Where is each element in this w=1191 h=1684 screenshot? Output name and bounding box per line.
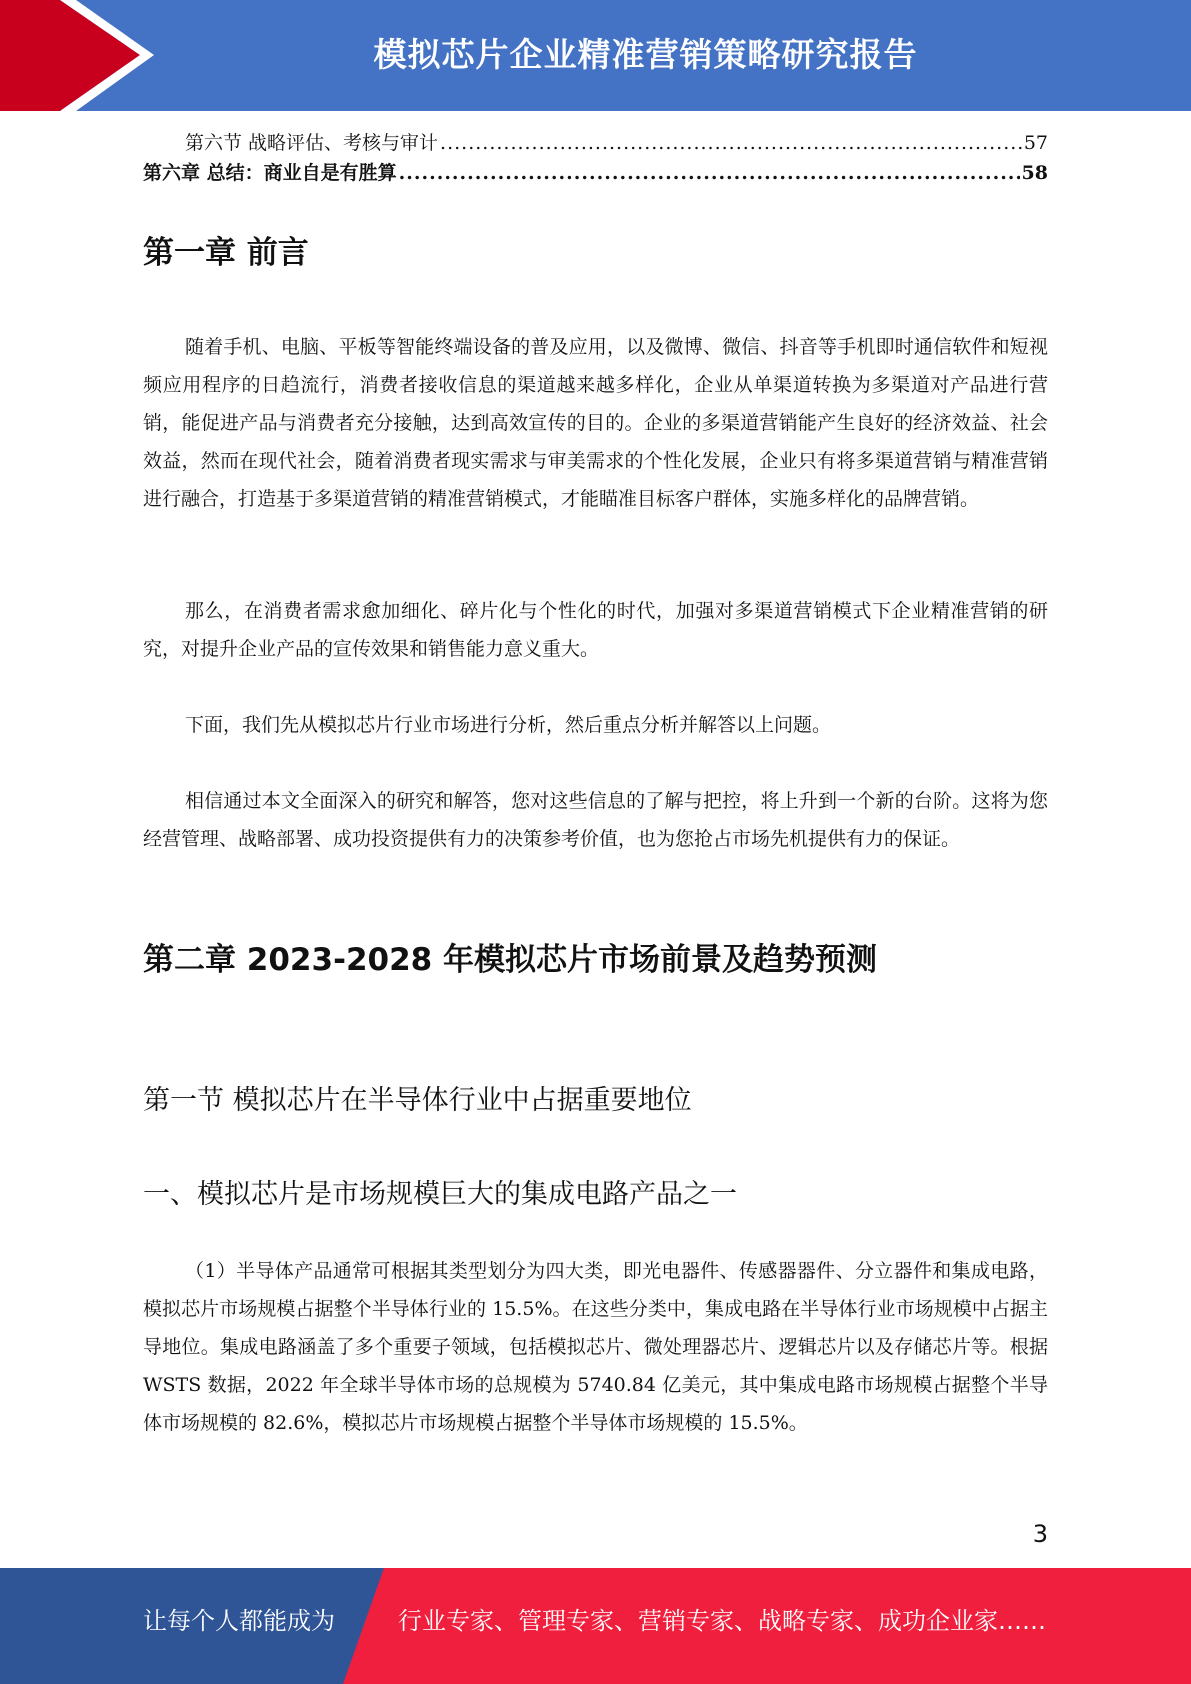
paragraph: 相信通过本文全面深入的研究和解答，您对这些信息的了解与把控，将上升到一个新的台阶。这将为您经营管理、战略部署、成功投资提供有力的决策参考价值，也为您抢占市场先机提供有力的保证。: [143, 790, 1048, 850]
paragraph: 下面，我们先从模拟芯片行业市场进行分析，然后重点分析并解答以上问题。: [185, 714, 832, 736]
header-banner: [0, 0, 1191, 111]
chapter-heading: 第二章 2023-2028 年模拟芯片市场前景及趋势预测: [143, 942, 878, 978]
report-title: 模拟芯片企业精准营销策略研究报告: [373, 34, 918, 74]
toc-entry[interactable]: [143, 129, 1048, 157]
toc-entry-text: 第六章 总结：商业自是有胜算: [143, 162, 397, 184]
footer-slogan-left: 让每个人都能成为: [143, 1607, 335, 1635]
toc-entry-text: 第六节 战略评估、考核与审计: [185, 132, 439, 154]
chapter-heading: 第一章 前言: [143, 235, 309, 271]
paragraph: 那么，在消费者需求愈加细化、碎片化与个性化的时代，加强对多渠道营销模式下企业精准营销的研究，对提升企业产品的宣传效果和销售能力意义重大。: [143, 600, 1048, 660]
footer-slogan-right: 行业专家、管理专家、营销专家、战略专家、成功企业家……: [398, 1607, 1046, 1635]
toc-entry[interactable]: [143, 159, 1048, 187]
section-heading: 第一节 模拟芯片在半导体行业中占据重要地位: [143, 1085, 692, 1116]
toc-entry-page: 58: [1021, 162, 1048, 184]
footer-banner: [0, 1568, 1191, 1684]
paragraph: （1）半导体产品通常可根据其类型划分为四大类，即光电器件、传感器器件、分立器件和集成电路，模拟芯片市场规模占据整个半导体行业的 15.5%。在这些分类中，集成电路在半导体行业市场规模中占据主导地位。集成电路涵盖了多个重要子领域，包括模拟芯片、微处理器芯片、逻辑芯片以及存储芯片等。根据 WSTS 数据，2022 年全球半导体市场的总规模为 5740.84 亿美元，其中集成电路市场规模占据整个半导体市场规模的 82.6%，模拟芯片市场规模占据整个半导体市场规模的 15.5%。: [143, 1260, 1048, 1434]
toc-leader-dots: [440, 129, 1022, 157]
toc-entry-page: 57: [1023, 132, 1048, 154]
toc-leader-dots: [399, 159, 1020, 187]
paragraph: 随着手机、电脑、平板等智能终端设备的普及应用，以及微博、微信、抖音等手机即时通信软件和短视频应用程序的日趋流行，消费者接收信息的渠道越来越多样化，企业从单渠道转换为多渠道对产品进行营销，能促进产品与消费者充分接触，达到高效宣传的目的。企业的多渠道营销能产生良好的经济效益、社会效益，然而在现代社会，随着消费者现实需求与审美需求的个性化发展，企业只有将多渠道营销与精准营销进行融合，打造基于多渠道营销的精准营销模式，才能瞄准目标客户群体，实施多样化的品牌营销。: [143, 336, 1048, 510]
subsection-heading: 一、模拟芯片是市场规模巨大的集成电路产品之一: [143, 1179, 737, 1210]
page-number: 3: [1032, 1520, 1048, 1548]
